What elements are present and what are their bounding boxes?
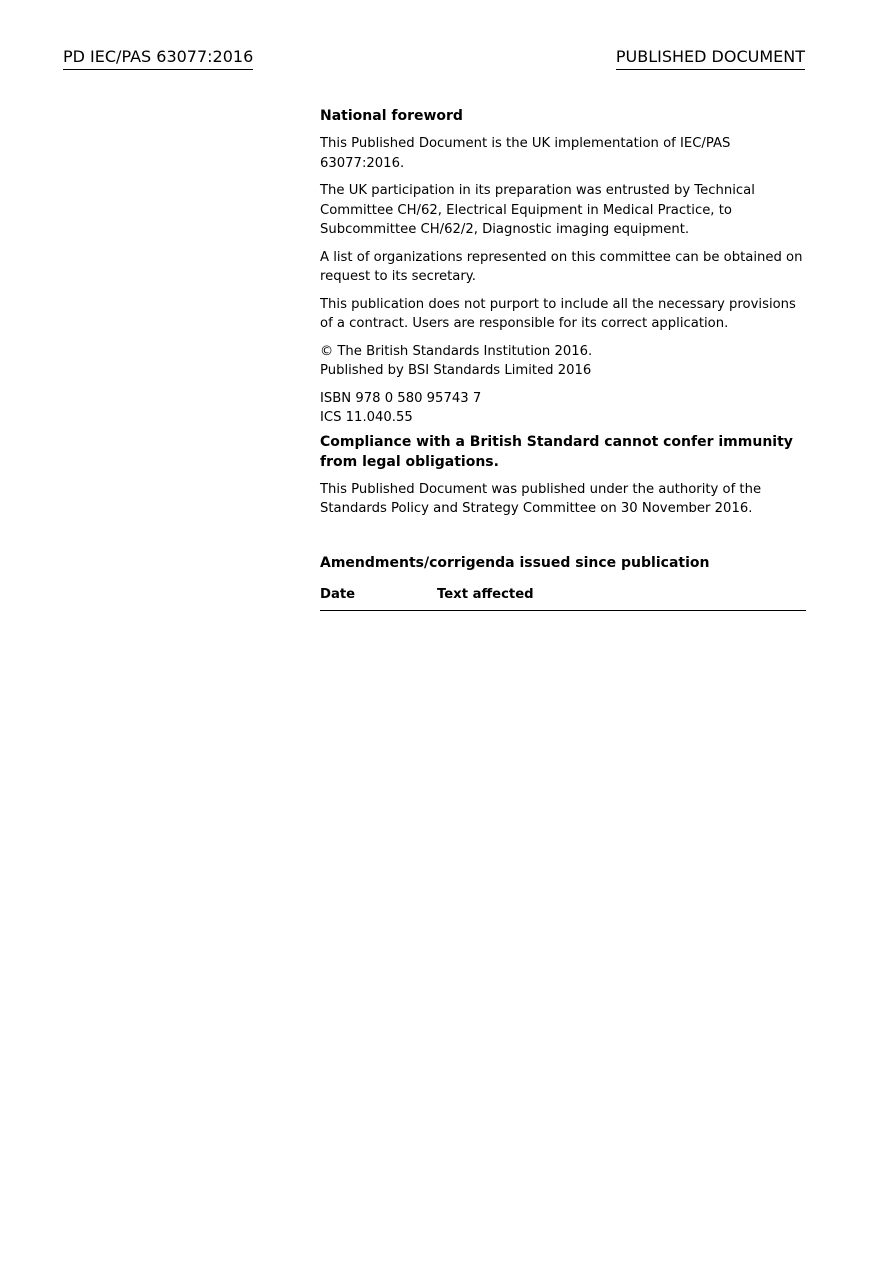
foreword-paragraph-provisions: This publication does not purport to include all the necessary provisions of a contract. Users are responsible for its correct application. <box>320 296 796 331</box>
amendments-title: Amendments/corrigenda issued since publication <box>320 554 710 571</box>
ics-code: ICS 11.040.55 <box>320 410 413 425</box>
foreword-title: National foreword <box>320 108 463 124</box>
foreword-paragraph-implementation: This Published Document is the UK implementation of IEC/PAS 63077:2016. <box>320 136 731 171</box>
identifiers-block <box>320 389 806 428</box>
amendments-table <box>320 585 806 612</box>
national-foreword-section <box>320 106 806 611</box>
copyright-line: © The British Standards Institution 2016. <box>320 343 593 359</box>
authority-statement: This Published Document was published under the authority of the Standards Policy and Strategy Committee on 30 November 2016. <box>320 481 762 516</box>
text-affected-column-header: Text affected <box>437 585 806 611</box>
table-header-row <box>320 585 806 611</box>
date-column-header: Date <box>320 585 437 611</box>
compliance-statement: Compliance with a British Standard cannot confer immunity from legal obligations. <box>320 433 793 470</box>
publisher-line: Published by BSI Standards Limited 2016 <box>320 363 592 378</box>
copyright-block <box>320 342 806 381</box>
foreword-paragraph-organizations: A list of organizations represented on this committee can be obtained on request to its secretary. <box>320 249 803 284</box>
document-code: PD IEC/PAS 63077:2016 <box>63 47 253 70</box>
foreword-paragraph-participation: The UK participation in its preparation was entrusted by Technical Committee CH/62, Electrical Equipment in Medical Practice, to Subcommittee CH/62/2, Diagnostic imaging equipment. <box>320 183 755 237</box>
isbn: ISBN 978 0 580 95743 7 <box>320 390 482 406</box>
document-type: PUBLISHED DOCUMENT <box>616 47 805 70</box>
